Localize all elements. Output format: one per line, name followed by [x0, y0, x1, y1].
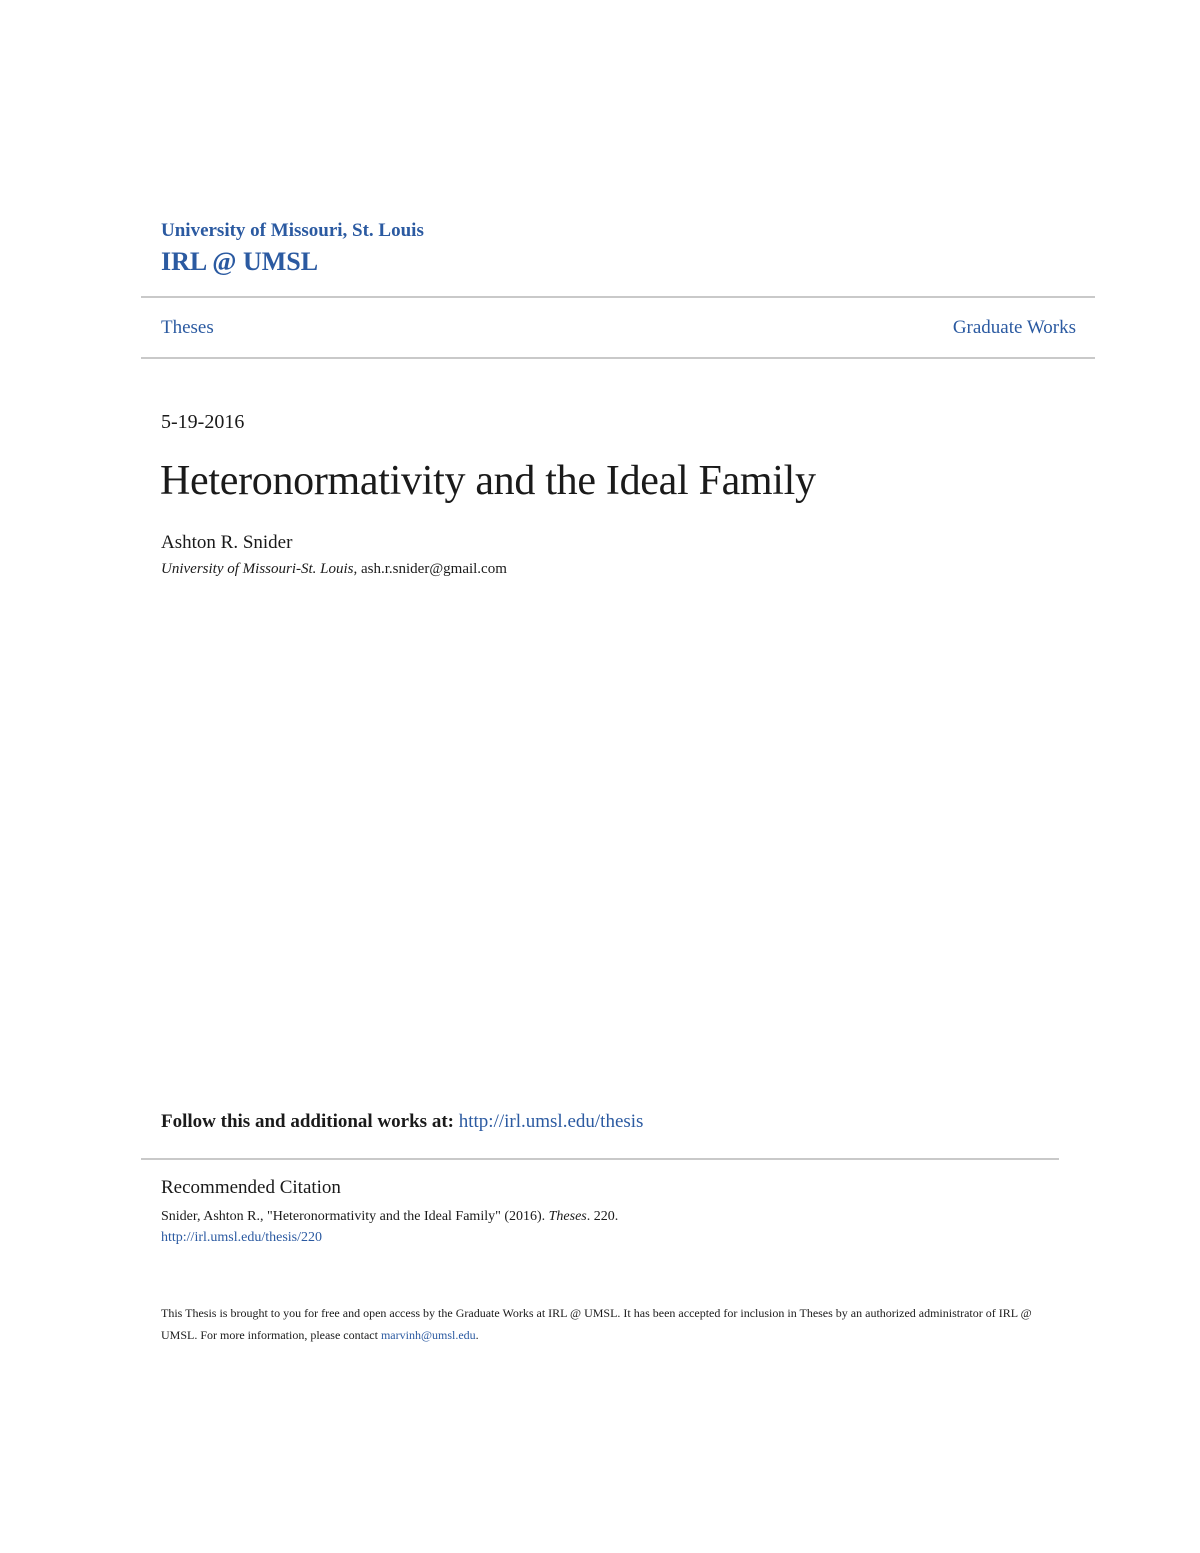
header-divider-top: [141, 296, 1095, 298]
author-name: Ashton R. Snider: [161, 532, 293, 553]
citation-text: [161, 1209, 618, 1225]
institution-name: University of Missouri, St. Louis: [161, 220, 424, 241]
affiliation-separator: ,: [353, 561, 362, 577]
citation-heading: Recommended Citation: [161, 1177, 341, 1198]
contact-email-link[interactable]: marvinh@umsl.edu: [380, 1328, 476, 1342]
citation-series: Theses: [548, 1209, 587, 1224]
author-email: ash.r.snider@gmail.com: [361, 561, 507, 577]
citation-text-pre: Snider, Ashton R., "Heteronormativity and the Ideal Family" (2016).: [161, 1209, 549, 1224]
citation-divider: [141, 1158, 1059, 1160]
follow-line: [161, 1111, 643, 1133]
document-title: Heteronormativity and the Ideal Family: [160, 458, 816, 504]
header-divider-bottom: [141, 357, 1095, 359]
parent-collection-link[interactable]: Graduate Works: [952, 317, 1076, 338]
repository-name: IRL @ UMSL: [161, 247, 319, 276]
access-notice: [161, 1302, 1041, 1346]
notice-text: This Thesis is brought to you for free and open access by the Graduate Works at IRL @ UMSL. It has been accepted for inclusion in Theses by an authorized administrator of IRL @ UMSL. For more information, please contact: [161, 1306, 1032, 1342]
follow-label: Follow this and additional works at:: [161, 1111, 459, 1132]
publication-date: 5-19-2016: [161, 411, 245, 433]
follow-link[interactable]: http://irl.umsl.edu/thesis: [458, 1111, 644, 1132]
affiliation-institution: University of Missouri-St. Louis: [161, 561, 354, 577]
citation-link[interactable]: http://irl.umsl.edu/thesis/220: [161, 1230, 322, 1245]
citation-text-post: . 220.: [586, 1209, 619, 1224]
notice-end: .: [475, 1328, 479, 1342]
author-affiliation: [161, 561, 507, 578]
collection-link[interactable]: Theses: [161, 317, 214, 338]
